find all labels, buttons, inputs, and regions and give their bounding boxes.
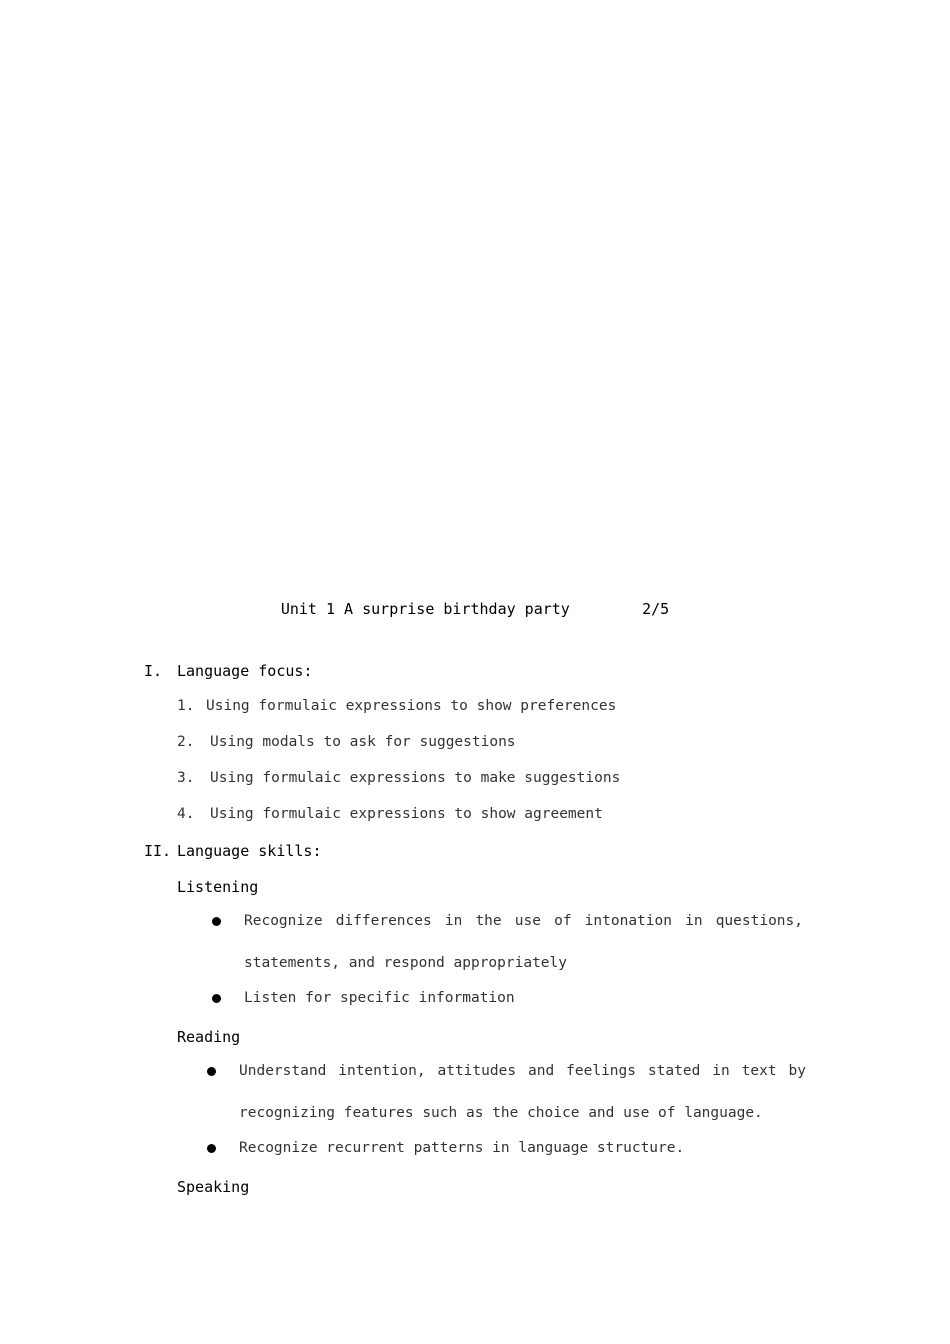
section-2-heading: Language skills: [177,842,322,860]
reading-bullet-2-text: Recognize recurrent patterns in language structure. [239,1140,685,1156]
bullet-icon [212,994,221,1003]
bullet-icon [207,1144,216,1153]
focus-item-2-number: 2. [177,734,195,750]
subsection-listening-title: Listening [177,878,259,896]
bullet-icon [212,917,221,926]
bullet-icon [207,1067,216,1076]
reading-bullet-1-line-1: Understand intention, attitudes and feelings stated in text by [239,1063,806,1079]
section-1-heading: Language focus: [177,662,313,680]
focus-item-2-text: Using modals to ask for suggestions [210,734,516,750]
focus-item-4-text: Using formulaic expressions to show agreement [210,806,603,822]
section-1-numeral: I. [144,662,163,680]
focus-item-1-number: 1. [177,698,195,714]
subsection-speaking-title: Speaking [177,1178,250,1196]
listening-bullet-1-line-1: Recognize differences in the use of intonation in questions, [244,913,803,929]
subsection-reading-title: Reading [177,1028,241,1046]
listening-bullet-2-text: Listen for specific information [244,990,515,1006]
listening-bullet-1-line-2: statements, and respond appropriately [244,955,568,971]
focus-item-1-text: Using formulaic expressions to show preferences [206,698,617,714]
reading-bullet-1-line-2: recognizing features such as the choice and use of language. [239,1105,763,1121]
section-2-numeral: II. [144,842,172,860]
document-title: Unit 1 A surprise birthday party [280,600,570,618]
focus-item-4-number: 4. [177,806,195,822]
page-indicator: 2/5 [642,600,670,618]
document-title-line [0,600,950,618]
focus-item-3-number: 3. [177,770,195,786]
focus-item-3-text: Using formulaic expressions to make suggestions [210,770,621,786]
